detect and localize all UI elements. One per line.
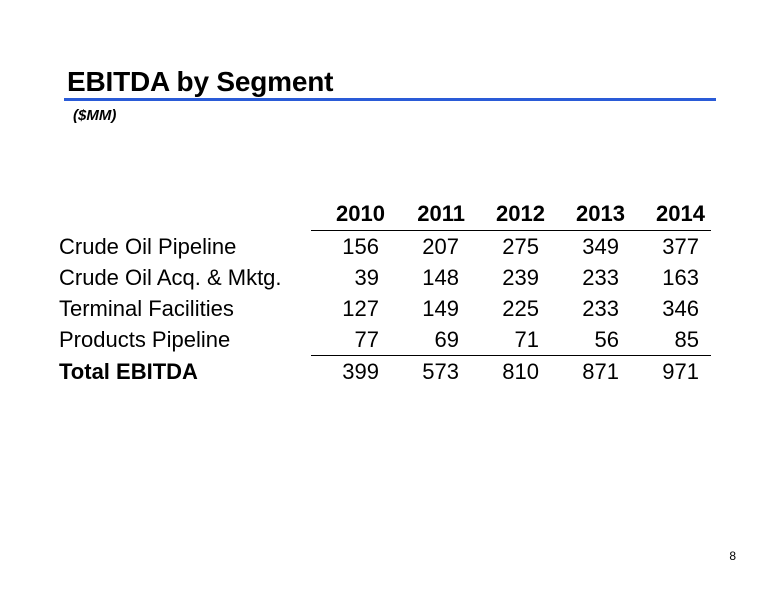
value-cell: 346 [662, 296, 699, 321]
year-header: 2011 [391, 197, 471, 231]
table-row [59, 324, 711, 356]
value-cell: 163 [662, 265, 699, 290]
total-value-cell: 810 [502, 359, 539, 384]
value-cell: 39 [354, 265, 379, 290]
value-cell: 233 [582, 265, 619, 290]
total-value-cell: 971 [662, 359, 699, 384]
header-row [59, 197, 711, 231]
value-cell: 77 [311, 324, 391, 356]
year-header: 2010 [311, 197, 391, 231]
year-header: 2012 [471, 197, 551, 231]
title-underline [64, 98, 716, 101]
table-row [59, 293, 711, 324]
segment-label: Crude Oil Pipeline [59, 233, 237, 259]
value-cell: 225 [502, 296, 539, 321]
total-row [59, 356, 711, 388]
value-cell: 349 [582, 234, 619, 259]
table-row [59, 262, 711, 293]
segment-label: Terminal Facilities [59, 296, 234, 321]
segment-label: Crude Oil Acq. & Mktg. [59, 265, 282, 290]
value-cell: 71 [471, 324, 551, 356]
total-value-cell: 399 [342, 359, 379, 384]
year-header: 2013 [551, 197, 631, 231]
total-value-cell: 871 [582, 359, 619, 384]
table-row [59, 231, 711, 263]
units-subtitle: ($MM) [73, 107, 117, 124]
value-cell: 156 [342, 234, 379, 259]
total-label: Total EBITDA [59, 358, 198, 384]
value-cell: 149 [422, 296, 459, 321]
value-cell: 56 [551, 324, 631, 356]
value-cell: 233 [582, 296, 619, 321]
value-cell: 85 [631, 324, 711, 356]
page-number: 8 [729, 549, 736, 563]
value-cell: 239 [502, 265, 539, 290]
value-cell: 148 [422, 265, 459, 290]
year-header: 2014 [631, 197, 711, 231]
value-cell: 207 [422, 234, 459, 259]
header-label-cell [59, 197, 311, 231]
value-cell: 69 [391, 324, 471, 356]
value-cell: 377 [662, 234, 699, 259]
segment-label: Products Pipeline [59, 327, 231, 353]
value-cell: 127 [342, 296, 379, 321]
ebitda-table [59, 197, 711, 387]
value-cell: 275 [502, 234, 539, 259]
slide-title: EBITDA by Segment [67, 66, 334, 97]
total-value-cell: 573 [422, 359, 459, 384]
